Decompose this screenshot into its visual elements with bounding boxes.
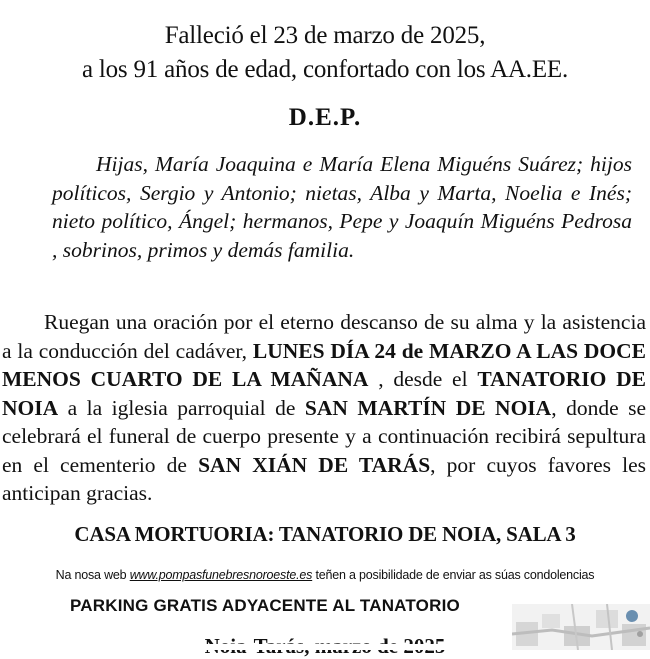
death-date-line: Falleció el 23 de marzo de 2025, <box>164 22 486 49</box>
prayer-paragraph <box>2 308 646 508</box>
church-name: SAN MARTÍN DE NOIA <box>304 395 552 420</box>
prayer-text-1: Ruegan una oración por el eterno descanso de su alma y la asistencia a la conducción del cadáver, <box>2 310 646 363</box>
condolence-line <box>0 568 650 582</box>
ceremony-datetime: LUNES DÍA 24 de MARZO A LAS DOCE MENOS CUARTO DE LA MAÑANA <box>2 338 646 391</box>
condolence-post: teñen a posibilidade de enviar as súas condolencias <box>312 568 595 582</box>
parking-info: PARKING GRATIS ADYACENTE AL TANATORIO <box>70 596 460 615</box>
prayer-text-4: , donde se celebrará el funeral de cuerpo presente y a continuación recibirá sepultura en el cementerio de <box>2 395 646 477</box>
prayer-text-5: , por cuyos favores les anticipan gracias. <box>2 452 646 505</box>
location-map-thumbnail <box>512 604 650 650</box>
funeral-home-name: TANATORIO DE NOIA <box>2 367 647 420</box>
age-line: a los 91 años de edad, confortado con los AA.EE. <box>81 56 569 83</box>
dep-heading: D.E.P. <box>288 104 362 131</box>
family-paragraph: Hijas, María Joaquina e María Elena Miguéns Suárez; hijos políticos, Sergio y Antonio; nietas, Alba y Marta, Noelia e Inés; nieto político, Ángel; hermanos, Pepe y Joaquín Miguéns Pedrosa , sobrinos, primos y demás familia. <box>52 152 632 262</box>
condolence-pre: Na nosa web <box>55 568 130 582</box>
prayer-text-3: a la iglesia parroquial de <box>58 395 305 420</box>
mortuary-info: CASA MORTUORIA: TANATORIO DE NOIA, SALA 3 <box>74 522 576 546</box>
cemetery-name: SAN XIÁN DE TARÁS <box>198 452 431 477</box>
prayer-text-2: , desde el <box>368 367 478 391</box>
website-link[interactable]: www.pompasfunebresnoroeste.es <box>129 568 313 582</box>
